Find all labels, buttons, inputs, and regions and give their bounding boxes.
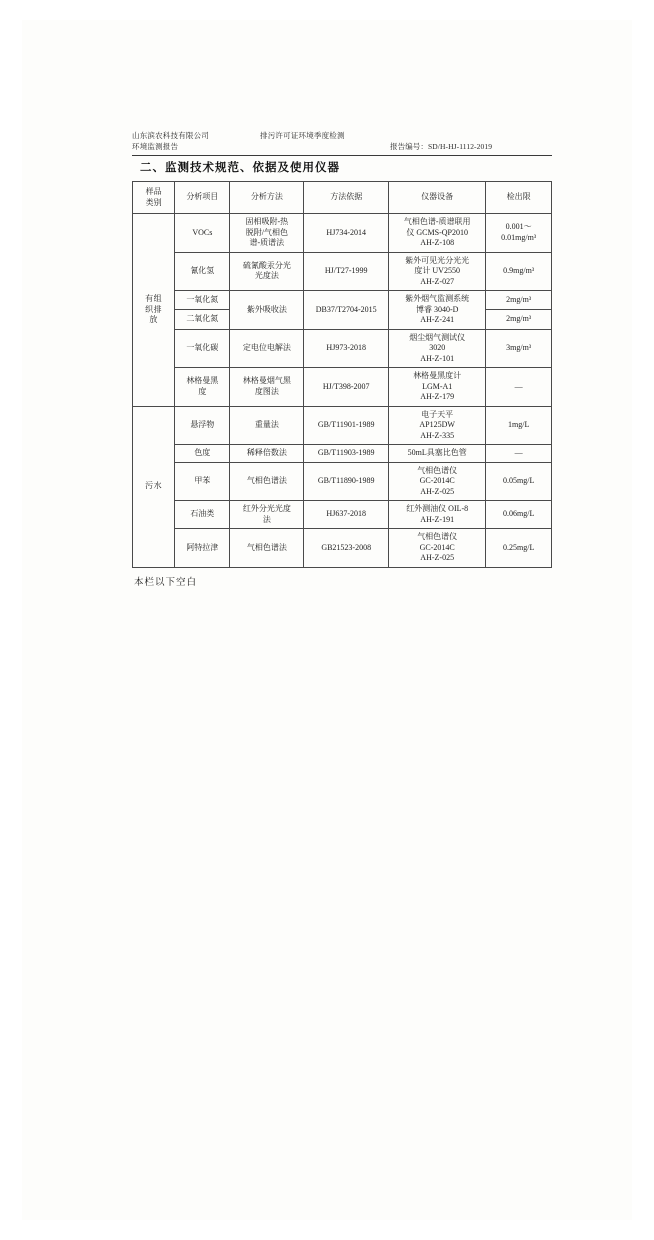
instrument-cell [389,252,486,291]
instrument-line3: AH-Z-025 [420,486,455,496]
method-cell [230,252,304,291]
item-line1: 林格曼黑 [186,376,219,386]
report-label: 环境监测报告 [132,142,179,151]
category-line3: 放 [149,315,158,324]
report-kind: 排污许可证环境季度检测 [260,131,345,140]
item-cell: 一氧化碳 [175,329,230,368]
table-row [133,291,552,310]
item-cell: 阿特拉津 [175,529,230,568]
instrument-line1: 电子天平 [421,409,454,419]
instrument-line1: 紫外烟气监测系统 [405,294,470,303]
table-header-row [133,182,552,214]
instrument-line2: LGM-A1 [422,381,453,391]
column-header-instrument: 仪器设备 [389,182,486,214]
column-header-category-line2: 类别 [145,197,162,207]
method-cell [230,501,304,529]
method-cell: 紫外吸收法 [230,291,304,330]
column-header-category-line1: 样品 [145,187,162,196]
page-content [132,130,552,588]
limit-cell: 3mg/m³ [486,329,552,368]
method-line2: 度图法 [254,386,279,396]
instrument-cell [389,462,486,501]
instrument-line2: 仪 GCMS-QP2010 [406,227,468,237]
item-line2: 度 [198,386,207,396]
method-cell [230,368,304,407]
table-row [133,462,552,501]
instrument-line3: AH-Z-335 [420,430,455,440]
table-row [133,329,552,368]
instrument-line1: 林格曼黑度计 [413,371,462,380]
instrument-line3: AH-Z-101 [420,353,455,363]
method-cell: 重量法 [230,406,304,445]
method-cell: 稀释倍数法 [230,445,304,463]
instrument-cell [389,291,486,330]
instrument-line2: 博睿 3040-D [415,304,459,314]
limit-cell: — [486,368,552,407]
column-header-standard: 方法依据 [304,182,389,214]
instrument-line2: 度计 UV2550 [414,266,460,275]
instrument-line1: 红外测油仪 OIL-8 [406,504,469,513]
methods-table [132,181,552,568]
section-title: 二、监测技术规范、依据及使用仪器 [140,162,340,174]
method-line1: 林格曼烟气黑 [242,376,291,386]
report-number: 报告编号：SD/H-HJ-1112-2019 [390,142,493,151]
table-row [133,214,552,253]
footnote: 本栏以下空白 [134,577,198,588]
category-cell-wastewater: 污水 [133,406,175,567]
category-line2: 织排 [145,304,163,314]
instrument-cell [389,501,486,529]
page-header [132,130,552,154]
instrument-line1: 气相色谱-质谱联用 [403,217,471,226]
item-cell: 甲苯 [175,462,230,501]
standard-cell: GB/T11903-1989 [304,445,389,463]
limit-cell: 0.25mg/L [486,529,552,568]
item-cell: 氰化氢 [175,252,230,291]
column-header-category [133,182,175,214]
item-cell: VOCs [175,214,230,253]
method-line2: 脱附/气相色 [245,227,288,237]
instrument-cell [389,214,486,253]
limit-cell: 0.05mg/L [486,462,552,501]
method-line1: 硫氰酸汞分光 [242,260,291,270]
table-row [133,529,552,568]
item-cell: 悬浮物 [175,406,230,445]
table-row [133,445,552,463]
item-cell [175,368,230,407]
instrument-line2: 3020 [429,343,446,352]
standard-cell: HJ637-2018 [304,501,389,529]
item-cell: 石油类 [175,501,230,529]
header-divider [132,155,552,156]
instrument-line1: 烟尘烟气测试仪 [409,332,466,342]
standard-cell: HJ/T398-2007 [304,368,389,407]
instrument-line3: AH-Z-241 [420,315,455,324]
table-row [133,406,552,445]
company-name: 山东滨农科技有限公司 [132,131,209,140]
instrument-line2: GC-2014C [419,476,455,485]
instrument-line2: AP125DW [419,420,455,429]
limit-cell: 1mg/L [486,406,552,445]
limit-cell: 2mg/m³ [486,291,552,310]
method-line2: 光度法 [254,271,279,281]
method-line1: 固相吸附-热 [245,217,289,226]
limit-cell: 0.06mg/L [486,501,552,529]
column-header-limit: 检出限 [486,182,552,214]
standard-cell: HJ/T27-1999 [304,252,389,291]
limit-line2: 0.01mg/m³ [501,232,537,242]
instrument-line3: AH-Z-179 [420,392,455,401]
standard-cell: DB37/T2704-2015 [304,291,389,330]
standard-cell: HJ734-2014 [304,214,389,253]
instrument-cell [389,329,486,368]
instrument-cell [389,529,486,568]
method-line3: 谱-质谱法 [249,238,285,247]
instrument-line2: AH-Z-191 [420,514,455,524]
limit-cell: 2mg/m³ [486,310,552,329]
method-line2: 法 [262,514,271,524]
table-row [133,368,552,407]
column-header-item: 分析项目 [175,182,230,214]
method-cell: 气相色谱法 [230,462,304,501]
limit-cell [486,214,552,253]
limit-cell: 0.9mg/m³ [486,252,552,291]
instrument-line1: 气相色谱仪 [417,465,458,475]
instrument-cell [389,368,486,407]
method-cell: 定电位电解法 [230,329,304,368]
limit-line1: 0.001～ [505,222,532,232]
column-header-method: 分析方法 [230,182,304,214]
standard-cell: GB/T11901-1989 [304,406,389,445]
instrument-line3: AH-Z-027 [420,276,455,286]
standard-cell: GB/T11890-1989 [304,462,389,501]
instrument-line1: 气相色谱仪 [417,532,458,541]
standard-cell: GB21523-2008 [304,529,389,568]
category-cell-organized [133,214,175,407]
instrument-line3: AH-Z-025 [420,553,455,562]
item-cell: 一氧化氮 [175,291,230,310]
table-row [133,501,552,529]
limit-cell: — [486,445,552,463]
instrument-line2: GC-2014C [419,542,455,552]
method-line1: 红外分光光度 [242,504,291,513]
standard-cell: HJ973-2018 [304,329,389,368]
item-cell: 色度 [175,445,230,463]
category-line1: 有组 [145,294,163,303]
instrument-line1: 紫外可见光分光光 [405,255,470,265]
instrument-cell [389,406,486,445]
table-row [133,252,552,291]
method-cell [230,214,304,253]
item-cell: 二氧化氮 [175,310,230,329]
document-page [22,20,632,1220]
instrument-line3: AH-Z-108 [420,238,455,247]
method-cell: 气相色谱法 [230,529,304,568]
instrument-cell: 50mL具塞比色管 [389,445,486,463]
